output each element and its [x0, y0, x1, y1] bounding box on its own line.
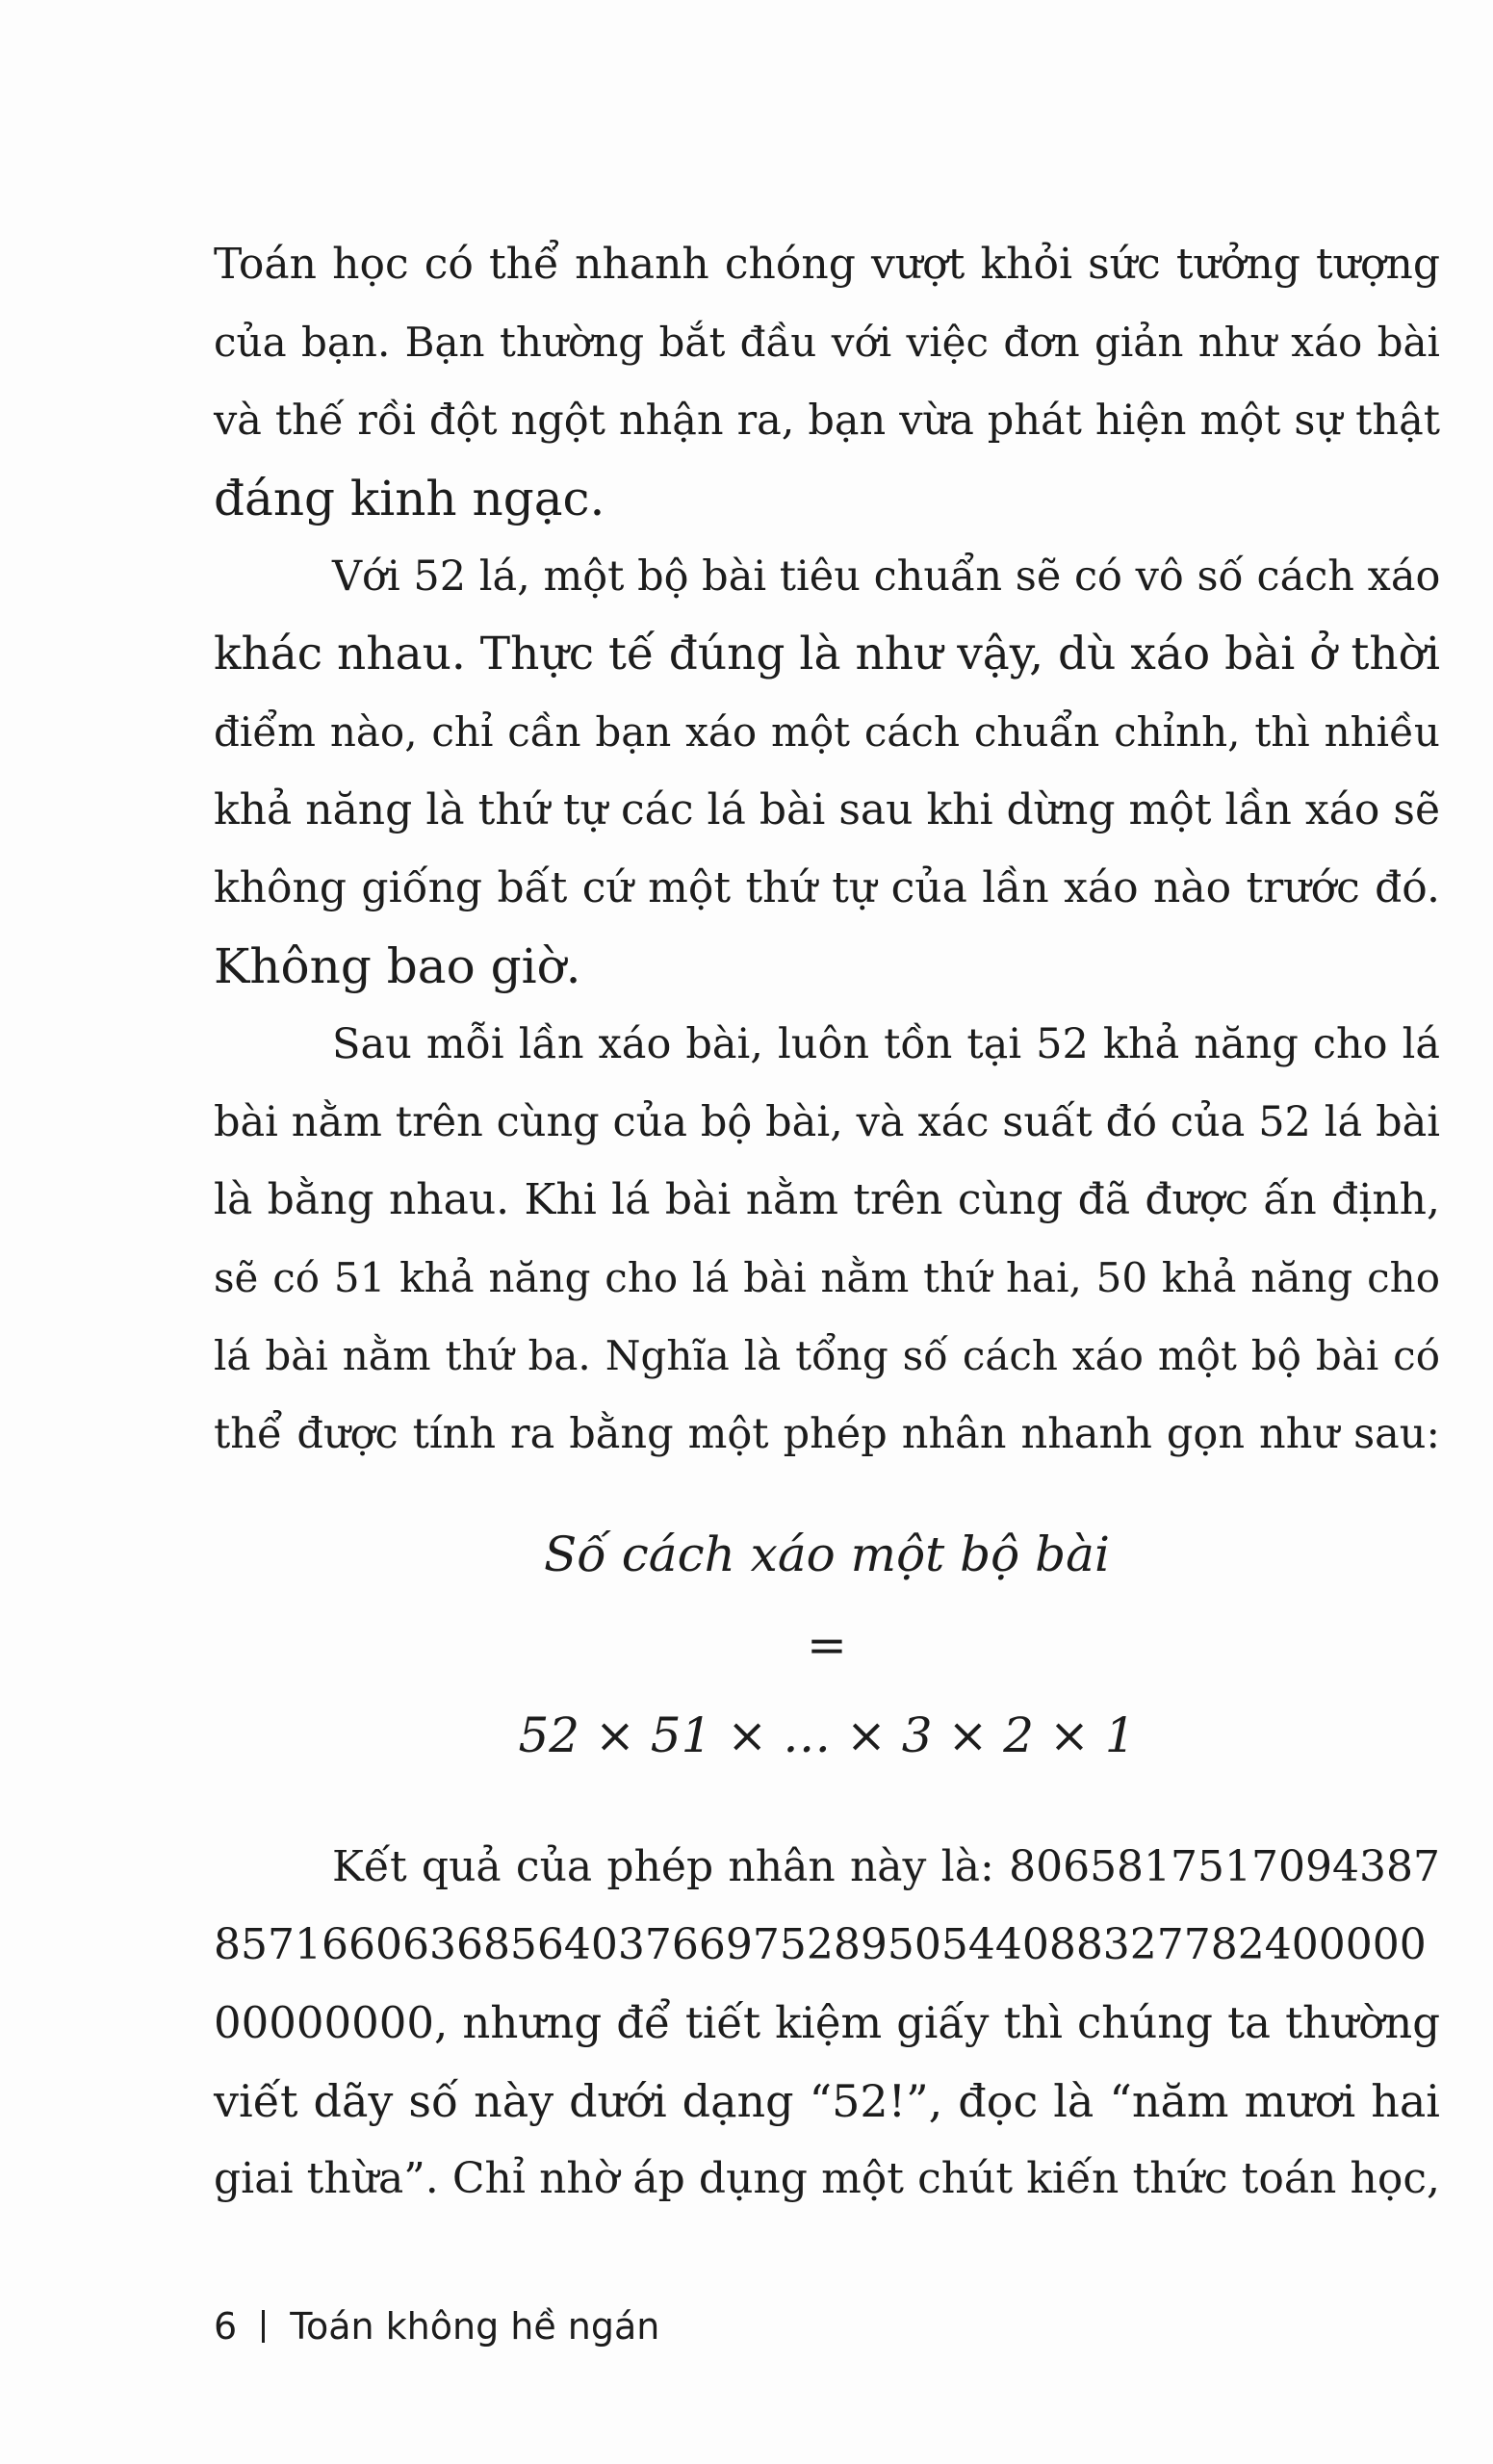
- text-line: lá bài nằm thứ ba. Nghĩa là tổng số cách xáo một bộ bài có: [214, 1332, 1440, 1379]
- text-line: Không bao giờ.: [214, 938, 581, 994]
- book-title: Toán không hề ngán: [290, 2305, 660, 2348]
- page-footer: [214, 2302, 659, 2350]
- text-line: viết dãy số này dưới dạng “52!”, đọc là “năm mươi hai: [214, 2075, 1440, 2127]
- text-line: Toán học có thể nhanh chóng vượt khỏi sức tưởng tượng: [214, 240, 1440, 289]
- text-line: của bạn. Bạn thường bắt đầu với việc đơn giản như xáo bài: [214, 319, 1440, 366]
- text-line: Kết quả của phép nhân này là: 8065817517094387: [332, 1842, 1440, 1891]
- text-line: là bằng nhau. Khi lá bài nằm trên cùng đã được ấn định,: [214, 1175, 1440, 1224]
- text-line: giai thừa”. Chỉ nhờ áp dụng một chút kiến thức toán học,: [214, 2154, 1440, 2203]
- text-line: 857166063685640376697528950544088327782400000: [214, 1920, 1427, 1969]
- text-line: khả năng là thứ tự các lá bài sau khi dừng một lần xáo sẽ: [214, 785, 1440, 834]
- formula-equals: =: [807, 1617, 847, 1673]
- text-line: điểm nào, chỉ cần bạn xáo một cách chuẩn chỉnh, thì nhiều: [214, 708, 1440, 756]
- text-line: khác nhau. Thực tế đúng là như vậy, dù xáo bài ở thời: [214, 628, 1440, 680]
- text-line: không giống bất cứ một thứ tự của lần xáo nào trước đó.: [214, 863, 1440, 912]
- formula-expression: 52 × 51 × … × 3 × 2 × 1: [518, 1707, 1136, 1763]
- text-line: thể được tính ra bằng một phép nhân nhanh gọn như sau:: [214, 1410, 1440, 1458]
- text-line: đáng kinh ngạc.: [214, 471, 605, 526]
- footer-separator: [262, 2310, 265, 2343]
- text-line: Với 52 lá, một bộ bài tiêu chuẩn sẽ có vô số cách xáo: [332, 552, 1441, 601]
- text-line: bài nằm trên cùng của bộ bài, và xác suất đó của 52 lá bài: [214, 1098, 1440, 1146]
- text-line: và thế rồi đột ngột nhận ra, bạn vừa phát hiện một sự thật: [214, 397, 1440, 445]
- text-line: Sau mỗi lần xáo bài, luôn tồn tại 52 khả năng cho lá: [332, 1020, 1440, 1068]
- formula-label: Số cách xáo một bộ bài: [544, 1527, 1110, 1582]
- text-line: sẽ có 51 khả năng cho lá bài nằm thứ hai, 50 khả năng cho: [214, 1254, 1440, 1301]
- text-line: 00000000, nhưng để tiết kiệm giấy thì chúng ta thường: [214, 1997, 1440, 2048]
- page-number: 6: [214, 2305, 238, 2348]
